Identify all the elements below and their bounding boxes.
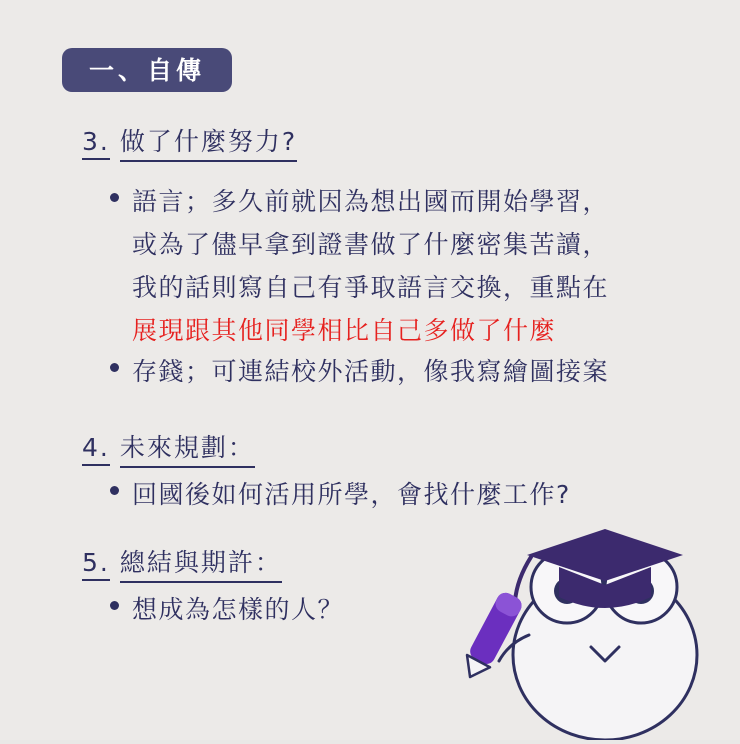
list-item-text <box>132 588 344 631</box>
heading-item-5 <box>82 543 282 583</box>
bullet-dot-icon <box>110 486 119 495</box>
list-item <box>110 180 609 352</box>
list-item-line: 存錢；可連結校外活動，像我寫繪圖接案 <box>132 357 610 386</box>
list-item-text <box>132 350 609 393</box>
list-item <box>110 350 609 393</box>
list-item-line: 或為了儘早拿到證書做了什麼密集苦讀， <box>132 230 610 259</box>
list-item-highlight-line: 展現跟其他同學相比自己多做了什麼 <box>132 316 557 345</box>
list-item-line: 我的話則寫自己有爭取語言交換，重點在 <box>132 273 610 302</box>
section-title-text: 一、自傳 <box>88 56 205 85</box>
heading-item-5-number: 5. <box>82 548 110 581</box>
bullet-dot-icon <box>110 193 119 202</box>
list-item-line: 回國後如何活用所學，會找什麼工作? <box>132 480 571 509</box>
bullet-dot-icon <box>110 601 119 610</box>
list-item-line: 想成為怎樣的人？ <box>132 595 345 624</box>
list-item <box>110 588 344 631</box>
bullet-dot-icon <box>110 363 119 372</box>
list-item <box>110 473 571 516</box>
heading-item-4-title: 未來規劃： <box>120 428 255 468</box>
list-item-text <box>132 180 609 352</box>
list-item-line: 語言；多久前就因為想出國而開始學習， <box>132 187 610 216</box>
heading-item-5-title: 總結與期許： <box>120 543 282 583</box>
section-title-banner <box>62 48 232 92</box>
list-item-text <box>132 473 571 516</box>
heading-item-3-title: 做了什麼努力? <box>120 122 297 162</box>
heading-item-4 <box>82 428 255 468</box>
graduate-frog-illustration <box>455 515 740 740</box>
heading-item-3-number: 3. <box>82 127 110 160</box>
heading-item-3 <box>82 122 297 162</box>
heading-item-4-number: 4. <box>82 433 110 466</box>
